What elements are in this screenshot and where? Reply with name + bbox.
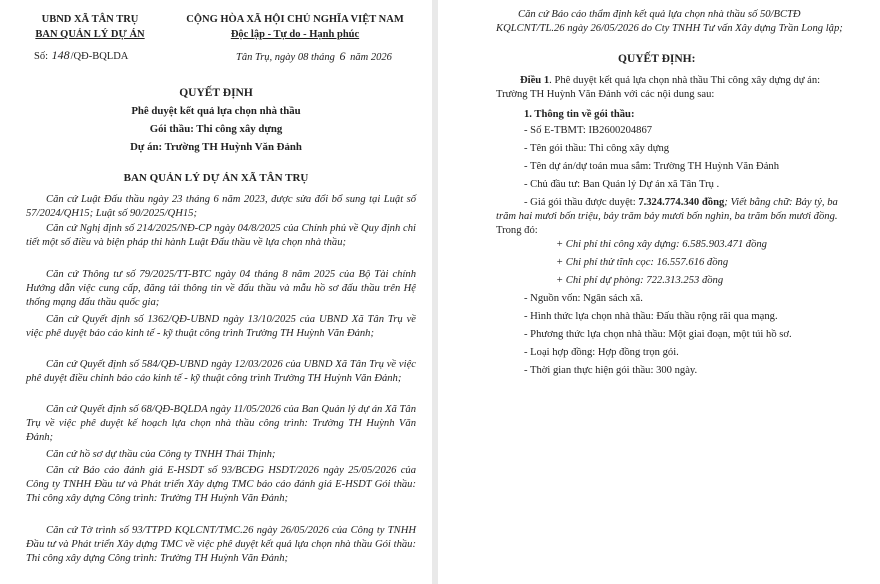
basis-decree: Căn cứ Nghị định số 214/2025/NĐ-CP ngày 04/8/2025 của Chính phủ về Quy định chi tiết một số điều và biện pháp thi hành Luật Đấu thầu về lựa chọn nhà thầu; [26, 223, 416, 248]
decision-subject: Phê duyệt kết quả lựa chọn nhà thầu [131, 105, 301, 117]
investor: - Chủ đầu tư: Ban Quản lý Dự án xã Tân Trụ . [524, 179, 720, 190]
decide-heading: QUYẾT ĐỊNH: [618, 53, 696, 65]
selection-method: - Phương thức lựa chọn nhà thầu: Một giai đoạn, một túi hồ sơ. [524, 329, 792, 340]
selection-form: - Hình thức lựa chọn nhà thầu: Đấu thầu rộng rãi qua mạng. [524, 311, 778, 322]
article-1-line-1: Điều 1. Phê duyệt kết quả lựa chọn nhà thầu Thi công xây dựng dự án: [520, 75, 821, 86]
contract-type: - Loại hợp đồng: Hợp đồng trọn gói. [524, 347, 679, 358]
cost-construction: + Chi phí thi công xây dựng: 6.585.903.471 đồng [556, 239, 767, 250]
basis-submission: Căn cứ Tờ trình số 93/TTPD KQLCNT/TMC.26 ngày 26/05/2026 của Công ty TNHH Đầu tư và Phát triển Xây dựng TMC về việc phê duyệt kết quả lựa chọn nhà thầu Gói thầu: Thi công xây dựng Công trình: Trường TH Huỳnh Văn Đảnh; [26, 525, 416, 564]
section-1-heading: 1. Thông tin về gói thầu: [524, 109, 635, 120]
project-name: - Tên dự án/dự toán mua sắm: Trường TH Huỳnh Văn Đảnh [524, 161, 779, 172]
package-price-line-2: trăm hai mươi bốn triệu, bảy trăm bảy mươi bốn nghìn, ba trăm bốn mươi đồng. [496, 211, 838, 222]
cost-pile-test: + Chi phí thử tĩnh cọc: 16.557.616 đồng [556, 257, 729, 268]
in-which: Trong đó: [496, 225, 538, 236]
number-handwritten: 148 [51, 48, 70, 62]
project-title: Dự án: Trường TH Huỳnh Văn Đảnh [130, 141, 302, 153]
basis-decision-68: Căn cứ Quyết định số 68/QĐ-BQLDA ngày 11/05/2026 của Ban Quản lý dự án Xã Tân Trụ về việc phê duyệt kế hoạch lựa chọn nhà thầu công trình: Trường TH Huỳnh Văn Đảnh; [26, 404, 416, 443]
article-1-line-2: Trường TH Huỳnh Văn Đảnh với các nội dung sau: [496, 89, 715, 100]
agency-line-2: BAN QUẢN LÝ DỰ ÁN [35, 29, 145, 40]
document-page-right [438, 0, 880, 584]
basis-appraisal-l2: KQLCNT/TL.26 ngày 26/05/2026 do Cty TNHH Tư vấn Xây dựng Trần Long lập; [496, 23, 843, 34]
issuer-heading: BAN QUẢN LÝ DỰ ÁN XÃ TÂN TRỤ [123, 172, 309, 184]
basis-circular: Căn cứ Thông tư số 79/2025/TT-BTC ngày 04 tháng 8 năm 2025 của Bộ Tài chính Hướng dẫn việc cung cấp, đăng tải thông tin về đấu thầu và mẫu hồ sơ đấu thầu trên Hệ thống mạng đấu thầu quốc gia; [26, 269, 416, 308]
basis-decision-1362: Căn cứ Quyết định số 1362/QĐ-UBND ngày 13/10/2025 của UBND Xã Tân Trụ về việc phê duyệt báo cáo kinh tế - kỹ thuật công trình Trường TH Huỳnh Văn Đảnh; [26, 314, 416, 339]
package-name: - Tên gói thầu: Thi công xây dựng [524, 143, 670, 154]
funding-source: - Nguồn vốn: Ngân sách xã. [524, 293, 643, 304]
month-handwritten: 6 [339, 49, 346, 63]
document-number [34, 49, 128, 63]
place-date: Tân Trụ, ngày 08 tháng 6 năm 2026 [236, 49, 392, 63]
nation-line-2: Độc lập - Tự do - Hạnh phúc [230, 29, 360, 40]
execution-time: - Thời gian thực hiện gói thầu: 300 ngày. [524, 365, 698, 376]
number-suffix: /QĐ-BQLDA [70, 51, 129, 62]
basis-appraisal-l1: Căn cứ Báo cáo thẩm định kết quả lựa chọn nhà thầu số 50/BCTĐ [518, 9, 801, 20]
basis-evaluation-report: Căn cứ Báo cáo đánh giá E-HSDT số 93/BCĐG HSDT/2026 ngày 25/05/2026 của Công ty TNHH Đầu tư và Phát triển Xây dựng TMC báo cáo đánh giá E-HSDT Gói thầu: Thi công xây dựng Công trình: Trường TH Huỳnh Văn Đảnh; [26, 465, 416, 504]
nation-line-1: CỘNG HÒA XÃ HỘI CHỦ NGHĨA VIỆT NAM [186, 14, 404, 25]
document-page-left [0, 0, 432, 584]
basis-decision-584: Căn cứ Quyết định số 584/QĐ-UBND ngày 12/03/2026 của UBND Xã Tân Trụ về việc phê duyệt điều chỉnh báo cáo kinh tế - kỹ thuật công trình Trường TH Huỳnh Văn Đảnh; [26, 359, 416, 384]
agency-line-1: UBND XÃ TÂN TRỤ [41, 14, 139, 25]
cost-contingency: + Chi phí dự phòng: 722.313.253 đồng [556, 275, 724, 286]
decision-heading: QUYẾT ĐỊNH [179, 87, 253, 99]
basis-bid-dossier: Căn cứ hồ sơ dự thầu của Công ty TNHH Thái Thịnh; [46, 449, 276, 460]
basis-law: Căn cứ Luật Đấu thầu ngày 23 tháng 6 năm 2023, được sửa đổi bổ sung tại Luật số 57/2024/QH15; Luật số 90/2025/QH15; [26, 194, 416, 219]
package-title: Gói thầu: Thi công xây dựng [149, 123, 283, 135]
package-price-line-1: - Giá gói thầu được duyệt: 7.324.774.340 đồng; Viết bằng chữ: Bảy tỷ, ba [524, 197, 838, 208]
number-prefix: Số: [34, 51, 49, 62]
tbmt-number: - Số E-TBMT: IB2600204867 [524, 125, 653, 136]
